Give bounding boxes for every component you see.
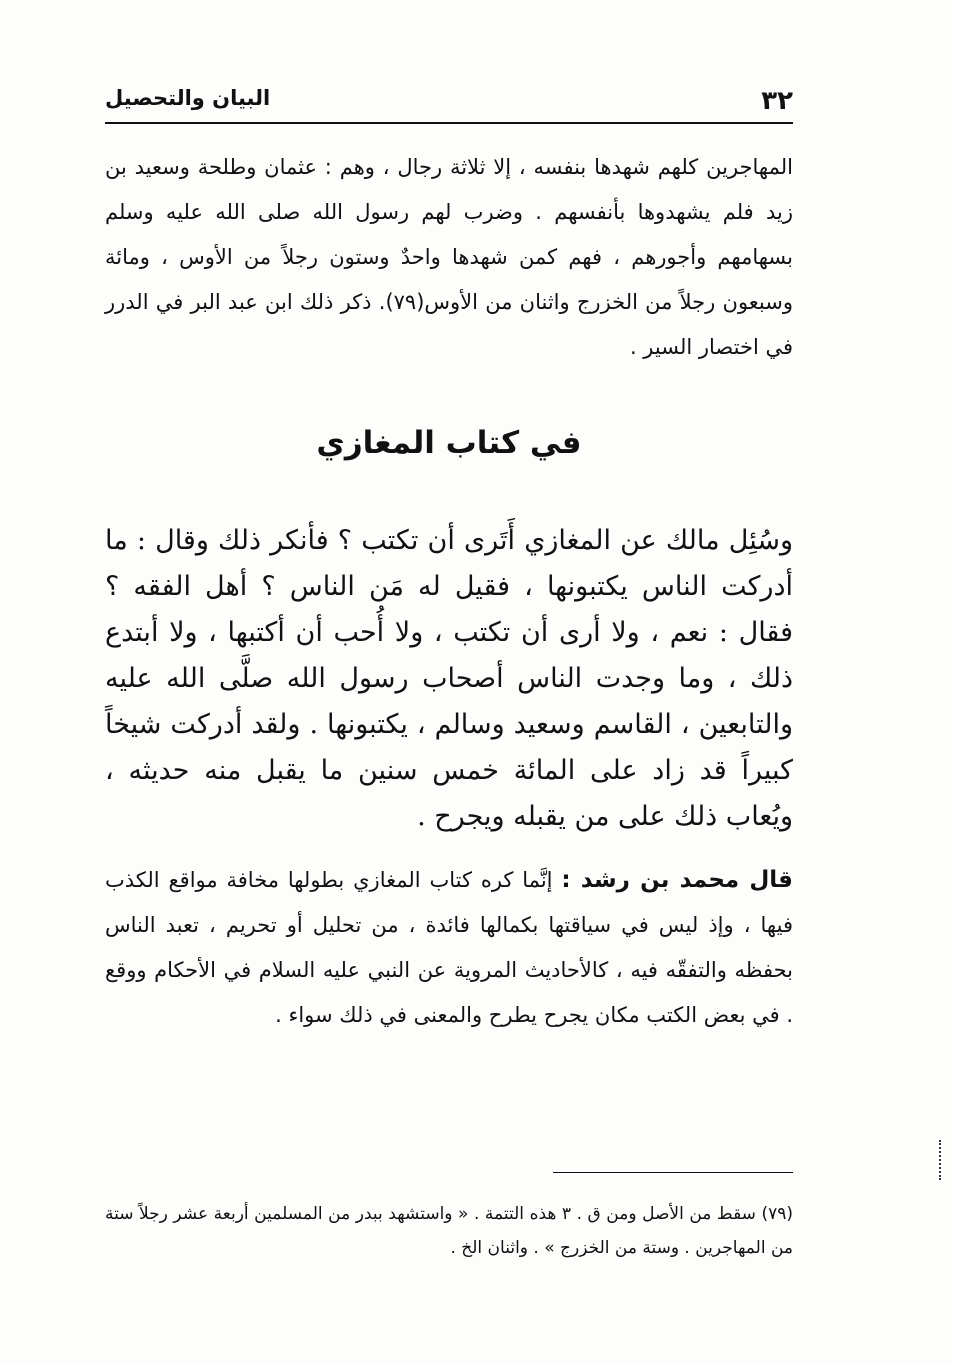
section-heading: في كتاب المغازي [316, 425, 582, 461]
running-title: البيان والتحصيل [105, 86, 271, 110]
footnote-rule [553, 1172, 793, 1173]
header-rule [105, 122, 793, 124]
commentator-label: قال محمد بن رشد : [561, 867, 793, 893]
footnote-79: (٧٩) سقط من الأصل ومن ق . ٣ هذه التتمة . « واستشهد ببدر من المسلمين أربعة عشر رجلاً ستة من المهاجرين . وستة من الخزرج » . واثنان الخ . [105, 1204, 793, 1258]
page-number: ٣٢ [761, 86, 793, 116]
commentary-text: إنَّما كره كتاب المغازي بطولها مخافة مواقع الكذب فيها ، وإذ ليس في سياقتها بكمالها فائدة ، من تحليل أو تحريم ، تعبد الناس بحفظه والتفقّه فيه ، كالأحاديث المروية عن النبي عليه السلام في الأحكام ووقع . في بعض الكتب مكان يجرح يطرح والمعنى في ذلك سواء . [105, 868, 793, 1027]
paragraph-ibn-rushd-commentary [105, 858, 793, 1038]
scan-margin-mark [937, 1140, 941, 1180]
paragraph-malik-question: وسُئِل مالك عن المغازي أَتَرى أن تكتب ؟ فأنكر ذلك وقال : ما أدركت الناس يكتبونها ، فقيل له مَن الناس ؟ أهل الفقه ؟ فقال : نعم ، ولا أرى أن تكتب ، ولا أُحب أن أكتبها ، ولا أبتدع ذلك ، وما وجدت الناس أصحاب رسول الله صلَّى الله عليه والتابعين ، القاسم وسعيد وسالم ، يكتبونها . ولقد أدركت شيخاً كبيراً قد زاد على المائة خمس سنين ما يقبل منه حديثه ، ويُعاب ذلك على من يقبله ويجرح . [105, 525, 793, 832]
running-head [105, 82, 793, 118]
paragraph-continuation: المهاجرين كلهم شهدها بنفسه ، إلا ثلاثة رجال ، وهم : عثمان وطلحة وسعيد بن زيد فلم يشهدوها بأنفسهم . وضرب لهم رسول الله صلى الله عليه وسلم بسهامهم وأجورهم ، فهم كمن شهدها واحدٌ وستون رجلاً من الأوس ، ومائة وسبعون رجلاً من الخزرج واثنان من الأوس(٧٩). ذكر ذلك ابن عبد البر في الدرر في اختصار السير . [105, 155, 793, 359]
